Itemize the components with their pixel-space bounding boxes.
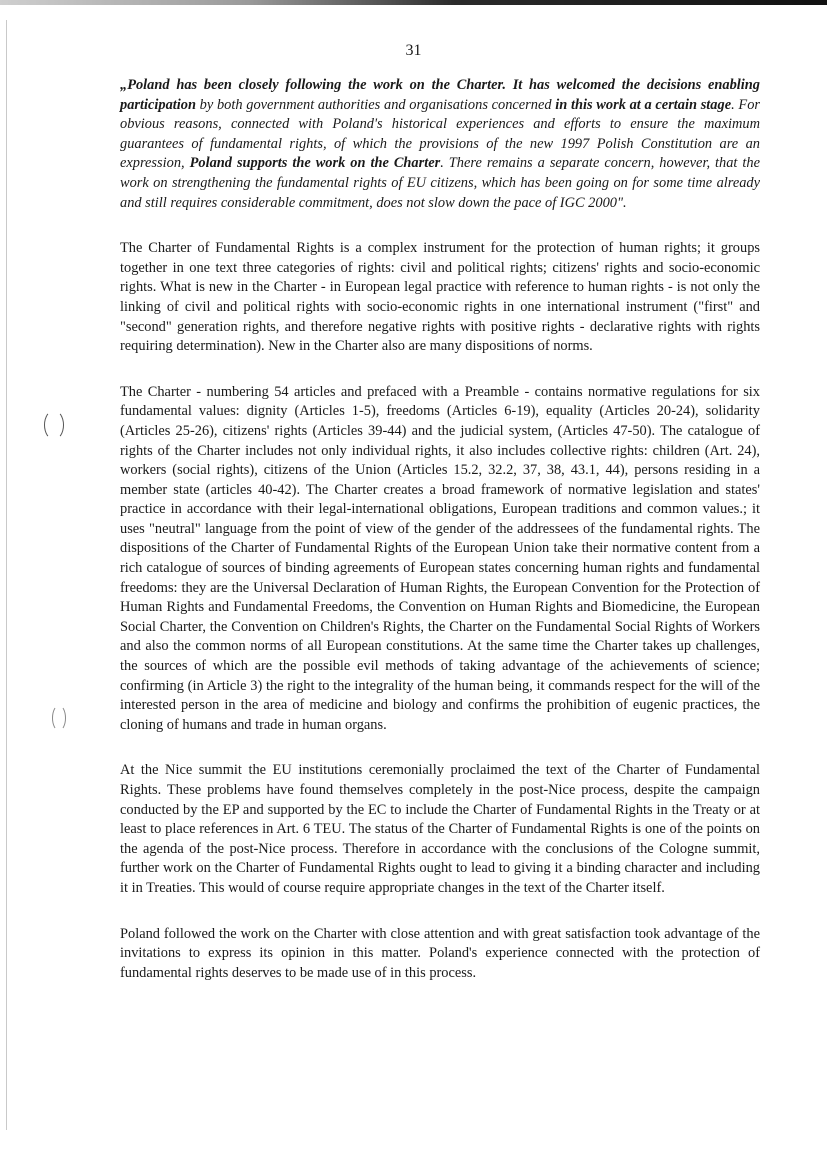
- punch-hole-bottom: [52, 705, 66, 731]
- quote-segment: by both government authorities and organisations concerned: [195, 96, 556, 113]
- quote-bold-segment: „Poland has been closely following the work on the Charter. It has welcomed the decisions enabling participation: [120, 77, 760, 113]
- document-body: [120, 76, 760, 983]
- quote-segment: . For obvious reasons, connected with Poland's historical experiences and efforts to ensure the maximum guarantees of fundamental rights, of which the provisions of the new 1997 Polish Constitution are an expression,: [120, 96, 760, 172]
- paragraph-charter-overview: The Charter of Fundamental Rights is a complex instrument for the protection of human rights; it groups together in one text three categories of rights: civil and political rights; citizens' rights and socio-economic rights. What is new in the Charter - in European legal practice with reference to human rights - is not only the linking of civil and political rights with socio-economic rights in one international instrument ("first" and "second" generation rights, and therefore negative rights with positive rights - declarative rights with rights requiring determination). New in the Charter also are many dispositions of norms.: [120, 240, 760, 355]
- binder-margin-line: [6, 20, 7, 1130]
- quote-bold-segment: in this work at a certain stage: [555, 96, 732, 113]
- page-number: 31: [405, 42, 422, 59]
- quoted-statement: [120, 76, 760, 213]
- quote-bold-segment: Poland supports the work on the Charter: [189, 155, 441, 172]
- paragraph-nice-summit: At the Nice summit the EU institutions ceremonially proclaimed the text of the Charter of Fundamental Rights. These problems have found themselves completely in the post-Nice process, despite the campaign conducted by the EP and supported by the EC to include the Charter of Fundamental Rights in the Treaty or at least to place references in Art. 6 TEU. The status of the Charter of Fundamental Rights is one of the points on the agenda of the post-Nice process. Therefore in accordance with the conclusions of the Cologne summit, further work on the Charter of Fundamental Rights ought to lead to giving it a binding character and including it in Treaties. This would of course require appropriate changes in the text of the Charter itself.: [120, 762, 760, 896]
- paragraph-charter-articles: The Charter - numbering 54 articles and prefaced with a Preamble - contains normative regulations for six fundamental values: dignity (Articles 1-5), freedoms (Articles 6-19), equality (Articles 20-24), solidarity (Articles 25-26), citizens' rights (Articles 39-44) and the judicial system, (Articles 47-50). The catalogue of rights of the Charter includes not only individual rights, it also includes collective rights: children (Art. 24), workers (social rights), citizens of the Union (Articles 15.2, 32.2, 37, 38, 43.1, 44), persons residing in a member state (articles 40-42). The Charter creates a broad framework of normative legislation and states' practice in accordance with their legal-international obligations, European traditions and common values.; it uses "neutral" language from the point of view of the gender of the addressees of the fundamental rights. The dispositions of the Charter of Fundamental Rights of the European Union take their normative content from a rich catalogue of sources of binding agreements of European states concerning human rights and fundamental freedoms: they are the Universal Declaration of Human Rights, the European Convention for the Protection of Human Rights and Fundamental Freedoms, the Convention on Human Rights and Biomedicine, the European Social Charter, the Convention on Children's Rights, the Charter on the Fundamental Social Rights of Workers and also the common norms of all European constitutions. At the same time the Charter takes up challenges, the sources of which are the possible evil methods of taking advantage of the achievements of science; confirming (in Article 3) the right to the integrality of the human being, it commands respect for the will of the interested person in the area of medicine and biology and confirms the prohibition of eugenic practices, the cloning of humans and trade in human organs.: [120, 383, 760, 733]
- paragraph-poland-position: Poland followed the work on the Charter with close attention and with great satisfaction took advantage of the invitations to express its opinion in this matter. Poland's experience connected with the protection of fundamental rights deserves to be made use of in this process.: [120, 925, 760, 981]
- scan-edge-shadow: [0, 0, 827, 5]
- punch-hole-top: [44, 410, 64, 440]
- quote-segment: . There remains a separate concern, however, that the work on strengthening the fundamental rights of EU citizens, which has been going on for some time already and still requires considerable commitment, does not slow down the pace of IGC 2000".: [120, 155, 760, 211]
